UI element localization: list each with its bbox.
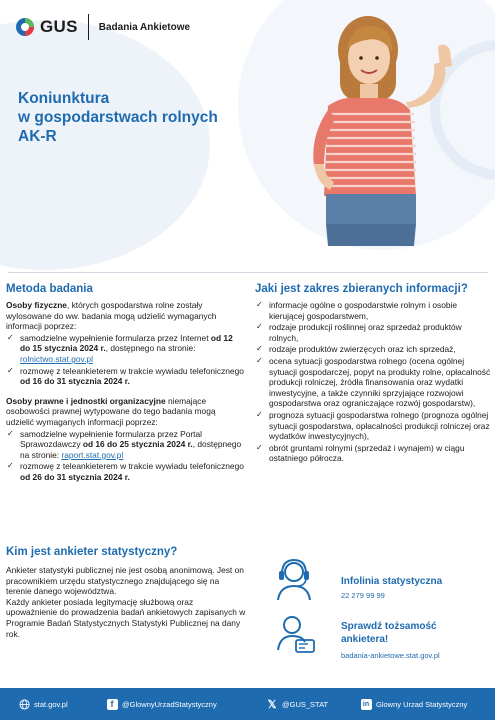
rolnictwo-link[interactable]: rolnictwo.stat.gov.pl — [20, 353, 93, 364]
item-text: rozmowę z teleankieterem w trakcie wywiadu telefonicznego — [20, 365, 244, 376]
brand-subtitle: Badania Ankietowe — [98, 21, 191, 33]
linkedin-icon: in — [360, 698, 372, 710]
hotline-phone[interactable]: 22 279 99 99 — [341, 591, 385, 600]
paragraph-text: niemające osobowości prawnej wytypowane do tego badania mogą udzielić wymaganych informacji poprzez: — [6, 395, 216, 427]
interviewer-heading: Kim jest ankieter statystyczny? — [6, 546, 178, 558]
title-line: w gospodarstwach rolnych — [18, 109, 218, 126]
method-heading: Metoda badania — [6, 283, 93, 295]
title-line: AK-R — [18, 128, 57, 145]
footer-bar — [0, 688, 495, 720]
footer-facebook[interactable] — [106, 688, 217, 720]
title-line: ankietera! — [341, 634, 389, 645]
list-item: ✓ rodzaje produktów zwierzęcych oraz ich sprzedaż, — [255, 344, 491, 355]
item-text: , dostępnego na stronie: — [20, 439, 242, 460]
id-check-icon — [272, 610, 320, 663]
title-line: Sprawdź tożsamość — [341, 621, 437, 632]
item-text: rozmowę z teleankieterem w trakcie wywiadu telefonicznego — [20, 461, 244, 472]
woman-photo — [290, 6, 490, 266]
footer-link-text: @GlownyUrzadStatystyczny — [122, 699, 217, 709]
list-item: ✓ rodzaje produkcji roślinnej oraz sprzedaż produktów rolnych, — [255, 322, 491, 343]
paragraph-text: Ankieter statystyki publicznej nie jest osobą anonimową. Jest on pracownikiem urzędu statystycznego znajdującego się na terenie danego województwa. — [6, 565, 244, 597]
raport-link[interactable]: raport.stat.gov.pl — [61, 449, 124, 460]
bold-date: od 16 do 31 stycznia 2024 r. — [20, 376, 130, 387]
bold-date: od 26 do 31 stycznia 2024 r. — [20, 471, 130, 482]
footer-link-text: @GUS_STAT — [282, 699, 329, 709]
scope-text — [255, 300, 491, 465]
bold-text: Osoby prawne i jednostki organizacyjne — [6, 395, 166, 406]
method-paragraph — [6, 300, 244, 332]
title-line: Koniunktura — [18, 90, 110, 107]
method-paragraph — [6, 396, 244, 428]
verify-title — [341, 620, 437, 646]
gus-logo-icon — [14, 16, 36, 38]
scope-heading: Jaki jest zakres zbieranych informacji? — [255, 283, 468, 295]
list-item — [6, 429, 244, 461]
item-text: , dostępnego na stronie: — [105, 343, 196, 354]
method-list — [6, 429, 244, 483]
list-item: ✓ informacje ogólne o gospodarstwie rolnym i osobie kierującej gospodarstwem, — [255, 300, 491, 321]
bold-date: od 12 do 15 stycznia 2024 r. — [20, 332, 233, 354]
footer-linkedin[interactable] — [360, 688, 467, 720]
list-item: ✓ prognoza sytuacji gospodarstwa rolnego (prognoza ogólnej sytuacji gospodarstwa, opłacalności produkcji rolniczej oraz wydatków inwestycyjnych), — [255, 410, 491, 442]
list-item: ✓ ocena sytuacji gospodarstwa rolnego (ocena ogólnej sytuacji gospodarczej, popyt na produkty rolne, opłacalność produkcji rolniczej, źródła finansowania oraz wydatki inwestycyjne, a także czynniki sprzyjające rozwojowi gospodarstwa oraz ograniczające rozwój gospodarstw), — [255, 356, 491, 409]
brand-name: GUS — [40, 17, 78, 36]
globe-icon — [18, 698, 30, 710]
bold-date: od 16 do 25 stycznia 2024 r. — [82, 439, 193, 450]
logo-divider — [88, 14, 89, 40]
verify-url[interactable]: badania-ankietowe.stat.gov.pl — [341, 651, 440, 660]
list-item — [6, 461, 244, 482]
method-text — [6, 300, 244, 484]
item-text: samodzielne wypełnienie formularza przez Internet — [20, 332, 211, 343]
page-title — [18, 89, 258, 146]
paragraph-text: Każdy ankieter posiada legitymację służbową oraz upoważnienie do prowadzenia badań ankietowych zapisanych w Programie Badań Statystycznych Statystyki Publicznej na dany rok. — [6, 596, 246, 639]
x-logo-icon: 𝕏 — [267, 698, 277, 711]
list-item — [6, 333, 244, 365]
footer-link-text: Glowny Urzad Statystyczny — [376, 699, 468, 709]
gus-logo[interactable] — [14, 14, 190, 40]
item-text: samodzielne wypełnienie formularza przez Portal Sprawozdawczy — [20, 428, 203, 450]
interviewer-text — [6, 565, 246, 639]
footer-link-text: stat.gov.pl — [34, 699, 68, 709]
paragraph-text: , których gospodarstwa rolne zostały wylosowane do ww. badania mogą udzielić wymaganych informacji poprzez: — [6, 300, 217, 332]
headset-icon — [268, 552, 320, 609]
footer-website[interactable] — [18, 688, 68, 720]
bold-text: Osoby fizyczne — [6, 300, 67, 310]
section-divider — [8, 272, 488, 273]
scope-list — [255, 300, 491, 464]
facebook-icon: f — [106, 698, 118, 710]
list-item: ✓ obrót gruntami rolnymi (sprzedaż i wynajem) w ciągu ostatniego półrocza. — [255, 443, 491, 464]
footer-x[interactable] — [266, 688, 328, 720]
list-item — [6, 366, 244, 387]
method-list — [6, 333, 244, 387]
hotline-title: Infolinia statystyczna — [341, 576, 443, 587]
